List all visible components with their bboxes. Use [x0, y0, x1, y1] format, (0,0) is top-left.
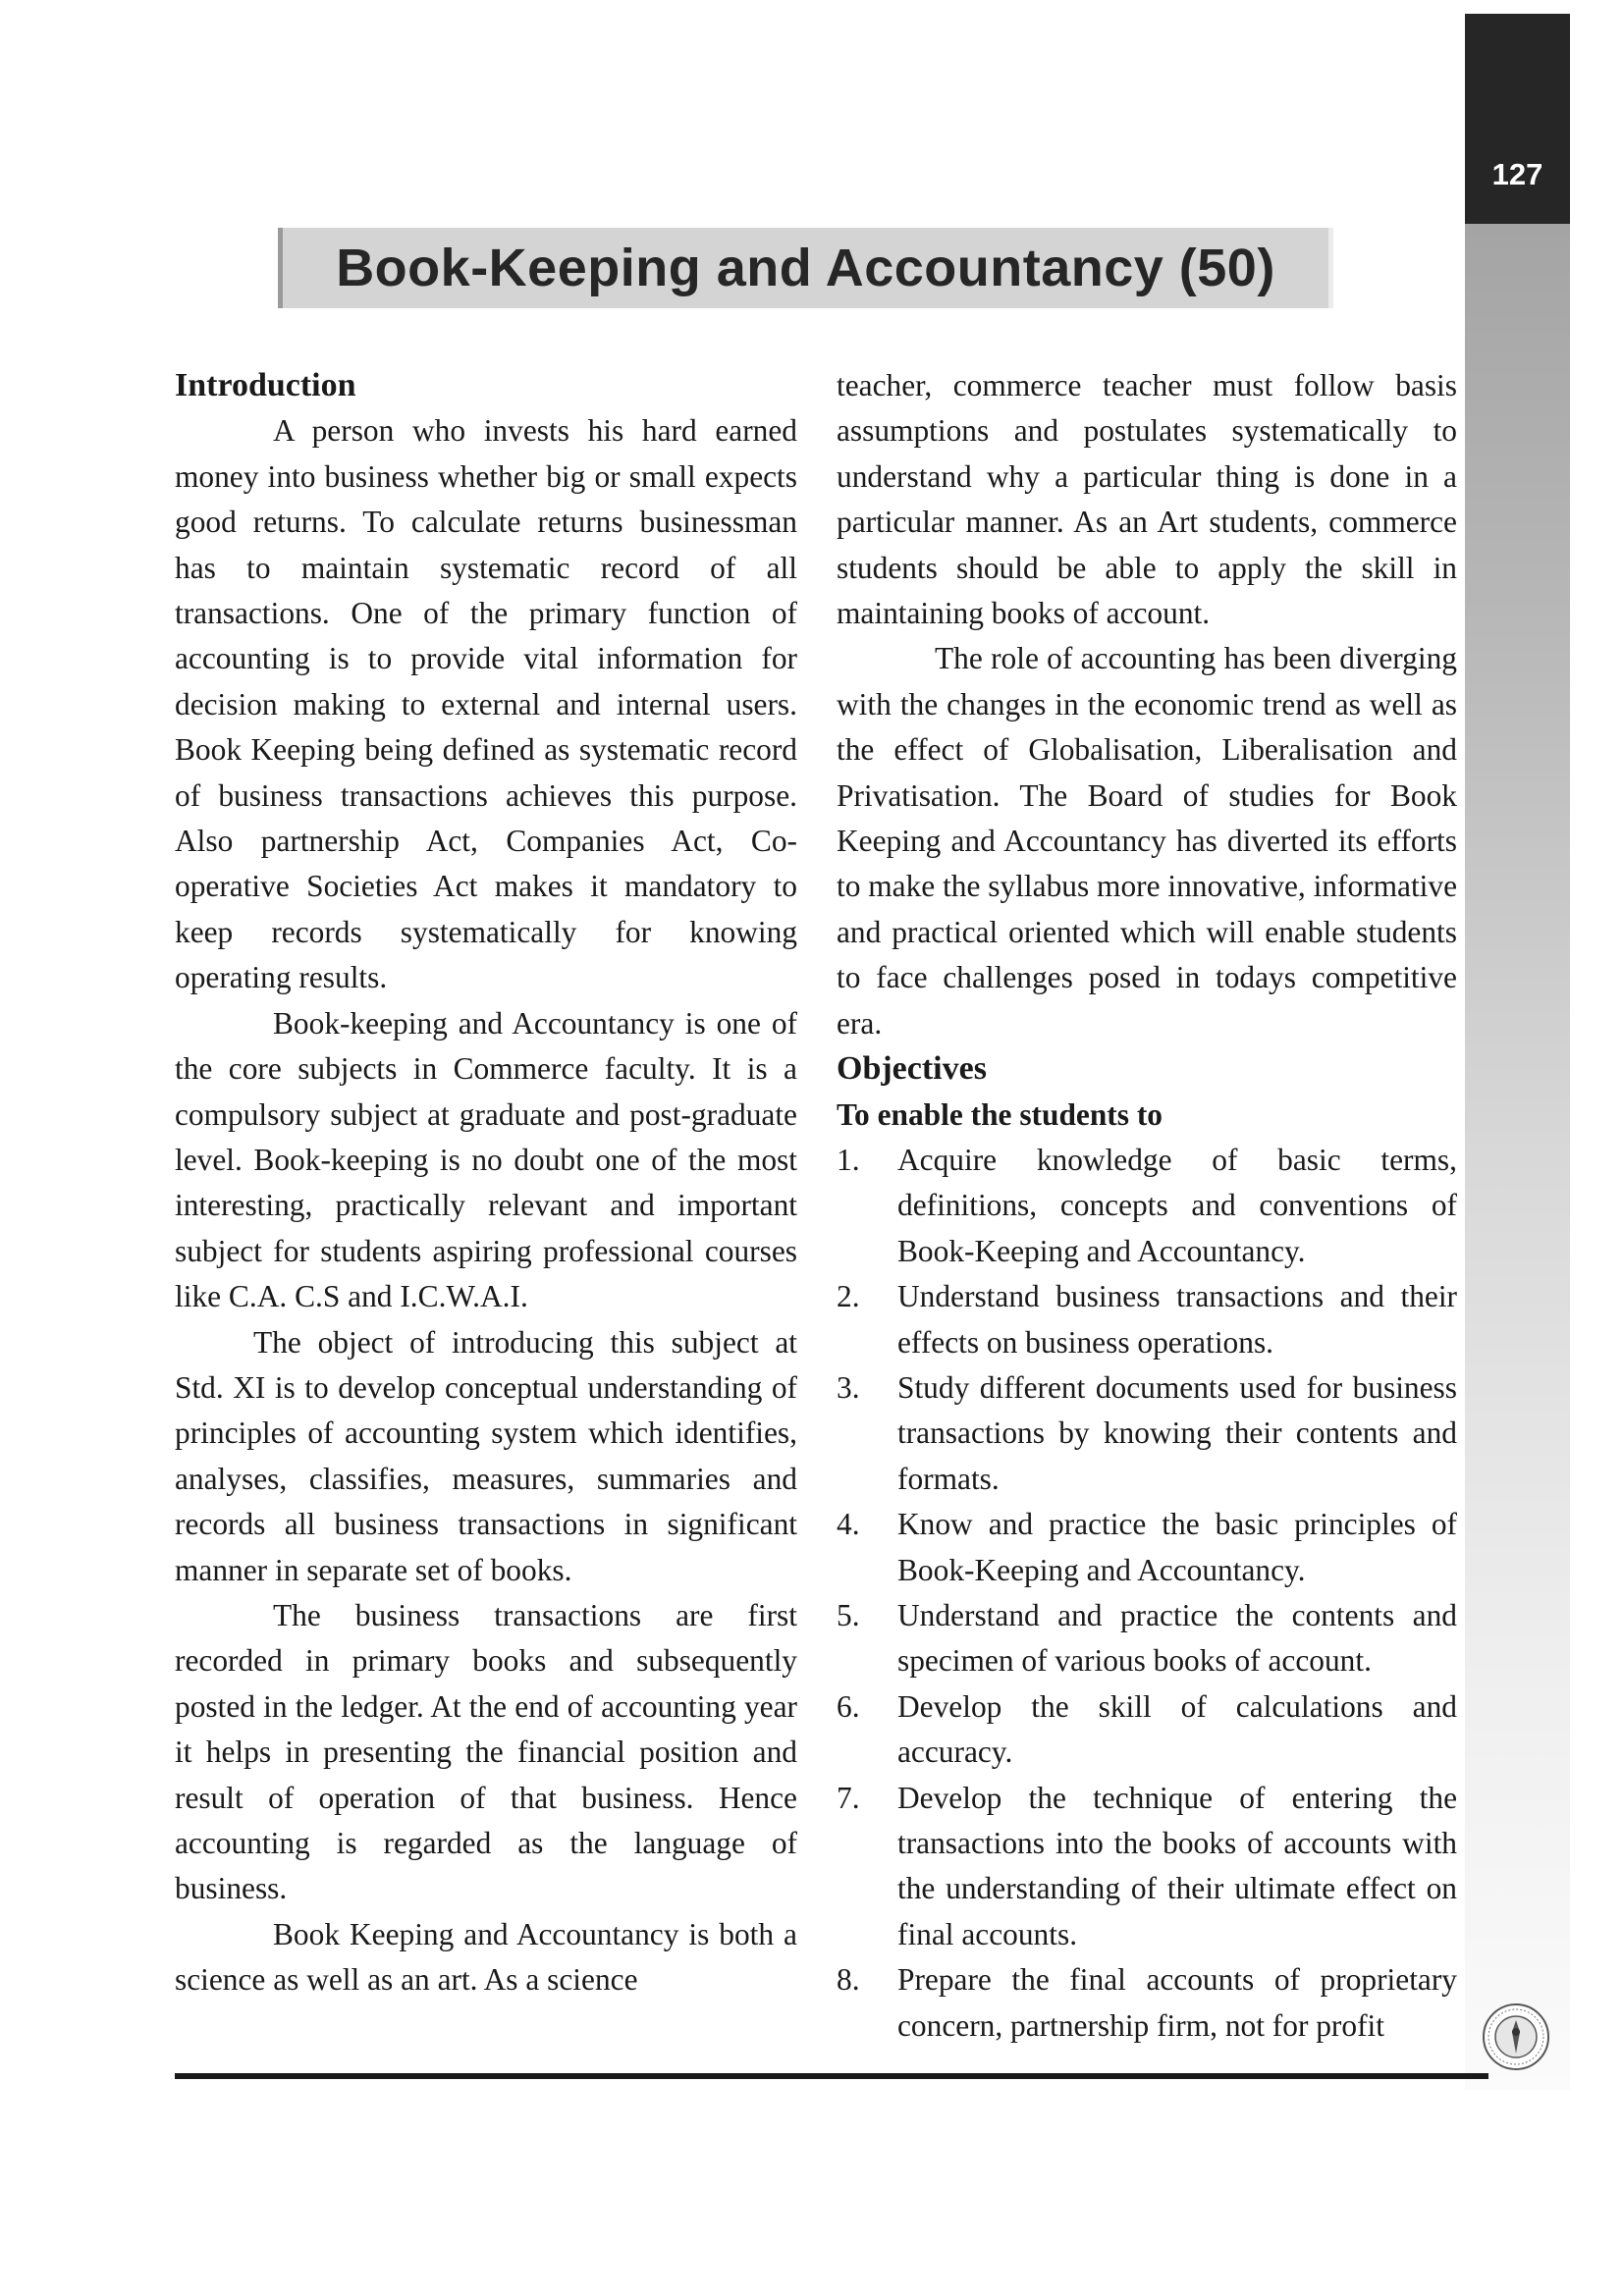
page-title: Book-Keeping and Accountancy (50) [336, 239, 1275, 297]
paragraph: Book Keeping and Accountancy is both a science as well as an art. As a science [175, 1916, 797, 1998]
item-number: 3. [837, 1369, 860, 1405]
item-number: 2. [837, 1279, 860, 1314]
list-item [837, 1684, 1457, 1776]
introduction-heading: Introduction [175, 367, 356, 403]
side-gradient-band [1465, 14, 1570, 2090]
title-banner [278, 228, 1333, 308]
item-text: Know and practice the basic principles of Book-Keeping and Accountancy. [897, 1507, 1457, 1587]
list-item [837, 1365, 1457, 1502]
right-column [837, 363, 1457, 2049]
paragraph: The role of accounting has been diverging with the changes in the economic trend as well as the effect of Globalisation, Liberalisation and Privatisation. The Board of studies for Book Keeping and Accountancy has diverted its efforts to make the syllabus more innovative, informative and practical oriented which will enable students to face challenges posed in todays competitive era. [837, 641, 1458, 1041]
list-item [837, 1593, 1457, 1684]
item-number: 4. [837, 1507, 860, 1542]
objectives-heading: Objectives [837, 1050, 987, 1088]
item-text: Acquire knowledge of basic terms, definitions, concepts and conventions of Book-Keeping and Accountancy. [897, 1142, 1457, 1268]
paragraph: teacher, commerce teacher must follow basis assumptions and postulates systematically to understand why a particular thing is done in a particular manner. As an Art students, commerce students should be able to apply the skill in maintaining books of account. [837, 368, 1457, 631]
list-item [837, 1502, 1457, 1593]
item-text: Prepare the final accounts of proprietary concern, partnership firm, not for profit [897, 1962, 1457, 2043]
page-number-tab [1465, 14, 1570, 224]
paragraph: A person who invests his hard earned money into business whether big or small expects good returns. To calculate returns businessman has to maintain systematic record of all transactions. One of the primary function of accounting is to provide vital information for decision making to external and internal users. Book Keeping being defined as systematic record of business transactions achieves this purpose. Also partnership Act, Companies Act, Co-operative Societies Act makes it mandatory to keep records systematically for knowing operating results. [175, 413, 797, 995]
item-text: Study different documents used for business transactions by knowing their contents and formats. [897, 1369, 1457, 1496]
item-number: 5. [837, 1597, 860, 1632]
item-text: Understand and practice the contents and specimen of various books of account. [897, 1597, 1457, 1679]
item-number: 1. [837, 1142, 860, 1177]
list-item [837, 1274, 1457, 1365]
paragraph: The business transactions are first recorded in primary books and subsequently posted in the ledger. At the end of accounting year it helps in presenting the financial position and result of operation of that business. Hence accounting is regarded as the language of business. [175, 1597, 797, 1906]
item-number: 8. [837, 1962, 860, 1998]
page-number: 127 [1491, 157, 1543, 191]
item-number: 7. [837, 1780, 860, 1815]
emblem-seal-icon [1482, 2002, 1550, 2071]
paragraph: Book-keeping and Accountancy is one of the core subjects in Commerce faculty. It is a compulsory subject at graduate and post-graduate level. Book-keeping is no doubt one of the most interesting, practically relevant and important subject for students aspiring professional courses like C.A. C.S and I.C.W.A.I. [175, 1005, 797, 1314]
list-item [837, 1957, 1457, 2049]
list-item [837, 1138, 1457, 1274]
objectives-list [837, 1138, 1457, 2049]
left-column [175, 363, 797, 2003]
paragraph: The object of introducing this subject at Std. XI is to develop conceptual understanding of principles of accounting system which identifies, analyses, classifies, measures, summaries and records all business transactions in significant manner in separate set of books. [175, 1324, 797, 1587]
item-text: Understand business transactions and their effects on business operations. [897, 1279, 1457, 1360]
item-number: 6. [837, 1688, 860, 1724]
bottom-rule [175, 2073, 1488, 2079]
item-text: Develop the skill of calculations and accuracy. [897, 1688, 1457, 1770]
objectives-subheading: To enable the students to [837, 1096, 1163, 1132]
item-text: Develop the technique of entering the transactions into the books of accounts with the understanding of their ultimate effect on final accounts. [897, 1780, 1457, 1951]
list-item [837, 1776, 1457, 1958]
